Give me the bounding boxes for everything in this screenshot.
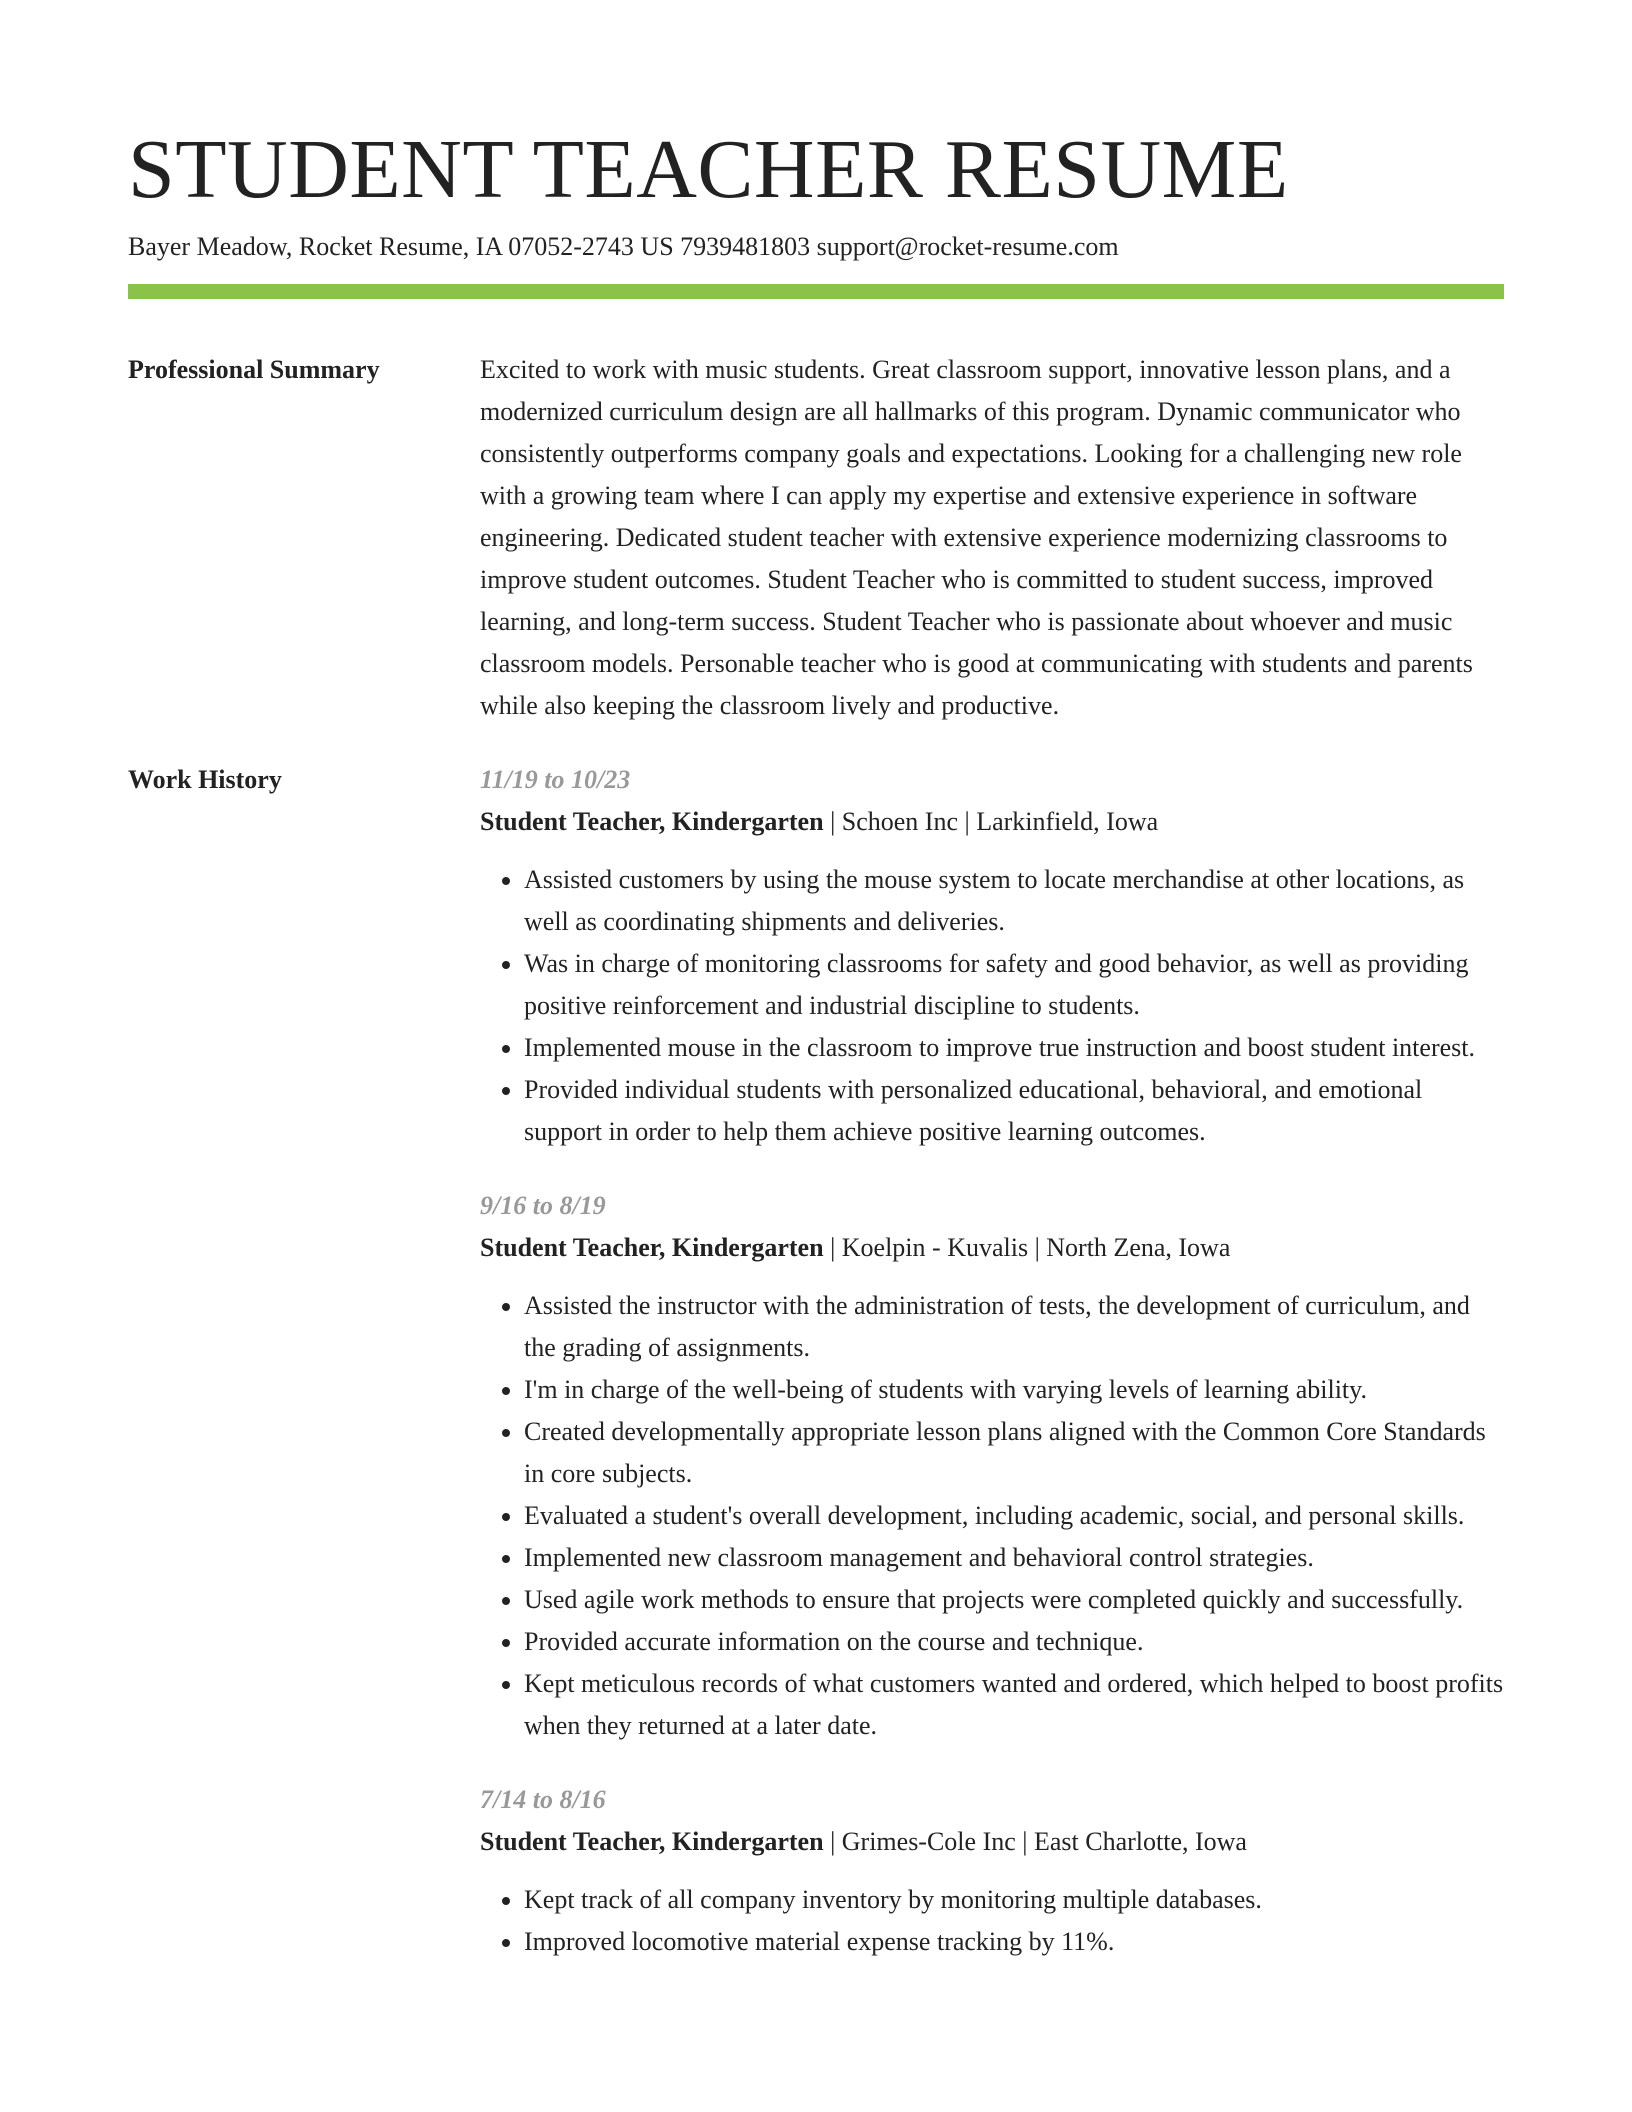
work-history-body [480,759,1504,1995]
job-heading [480,801,1504,843]
job-title: Student Teacher, Kindergarten [480,1233,824,1262]
resume-title: STUDENT TEACHER RESUME [128,123,1289,216]
summary-body [480,349,1504,727]
section-label-professional-summary: Professional Summary [128,355,380,384]
job-bullet: • Assisted customers by using the mouse system to locate merchandise at other locations, as well as coordinating shipments and deliveries. [524,859,1504,943]
work-history-section [128,759,1504,1995]
job-bullet: • Kept meticulous records of what customers wanted and ordered, which helped to boost profits when they returned at a later date. [524,1663,1504,1747]
job-entry [480,1185,1504,1747]
job-bullet-list [480,1879,1504,1963]
job-bullet: • Used agile work methods to ensure that projects were completed quickly and successfully. [524,1579,1504,1621]
section-label-work-history: Work History [128,765,282,794]
job-bullet: • Implemented new classroom management and behavioral control strategies. [524,1537,1504,1579]
job-title: Student Teacher, Kindergarten [480,807,824,836]
job-entry [480,759,1504,1153]
job-entry [480,1779,1504,1963]
job-details: | Grimes-Cole Inc | East Charlotte, Iowa [823,1827,1247,1856]
job-bullet: • I'm in charge of the well-being of students with varying levels of learning ability. [524,1369,1504,1411]
professional-summary-section [128,349,1504,727]
job-dates: 9/16 to 8/19 [480,1191,606,1220]
job-bullet: • Created developmentally appropriate lesson plans aligned with the Common Core Standards in core subjects. [524,1411,1504,1495]
job-bullet-list [480,859,1504,1153]
job-bullet: • Kept track of all company inventory by monitoring multiple databases. [524,1879,1504,1921]
job-details: | Schoen Inc | Larkinfield, Iowa [823,807,1159,836]
job-bullet-list [480,1285,1504,1747]
job-heading [480,1821,1504,1863]
job-title: Student Teacher, Kindergarten [480,1827,824,1856]
job-dates: 11/19 to 10/23 [480,765,631,794]
job-bullet: • Provided individual students with personalized educational, behavioral, and emotional support in order to help them achieve positive learning outcomes. [524,1069,1504,1153]
contact-line: Bayer Meadow, Rocket Resume, IA 07052-2743 US 7939481803 support@rocket-resume.com [128,232,1119,261]
job-bullet: • Provided accurate information on the course and technique. [524,1621,1504,1663]
job-details: | Koelpin - Kuvalis | North Zena, Iowa [823,1233,1231,1262]
job-bullet: • Was in charge of monitoring classrooms for safety and good behavior, as well as providing positive reinforcement and industrial discipline to students. [524,943,1504,1027]
job-bullet: • Implemented mouse in the classroom to improve true instruction and boost student interest. [524,1027,1504,1069]
resume-page [128,0,1504,1995]
job-dates: 7/14 to 8/16 [480,1785,606,1814]
job-bullet: • Assisted the instructor with the administration of tests, the development of curriculum, and the grading of assignments. [524,1285,1504,1369]
summary-text: Excited to work with music students. Great classroom support, innovative lesson plans, and a modernized curriculum design are all hallmarks of this program. Dynamic communicator who consistently outperforms company goals and expectations. Looking for a challenging new role with a growing team where I can apply my expertise and extensive experience in software engineering. Dedicated student teacher with extensive experience modernizing classrooms to improve student outcomes. Student Teacher who is committed to student success, improved learning, and long-term success. Student Teacher who is passionate about whoever and music classroom models. Personable teacher who is good at communicating with students and parents while also keeping the classroom lively and productive. [480,355,1473,720]
job-heading [480,1227,1504,1269]
job-bullet: • Improved locomotive material expense tracking by 11%. [524,1921,1504,1963]
accent-divider [128,284,1504,299]
job-bullet: • Evaluated a student's overall development, including academic, social, and personal skills. [524,1495,1504,1537]
